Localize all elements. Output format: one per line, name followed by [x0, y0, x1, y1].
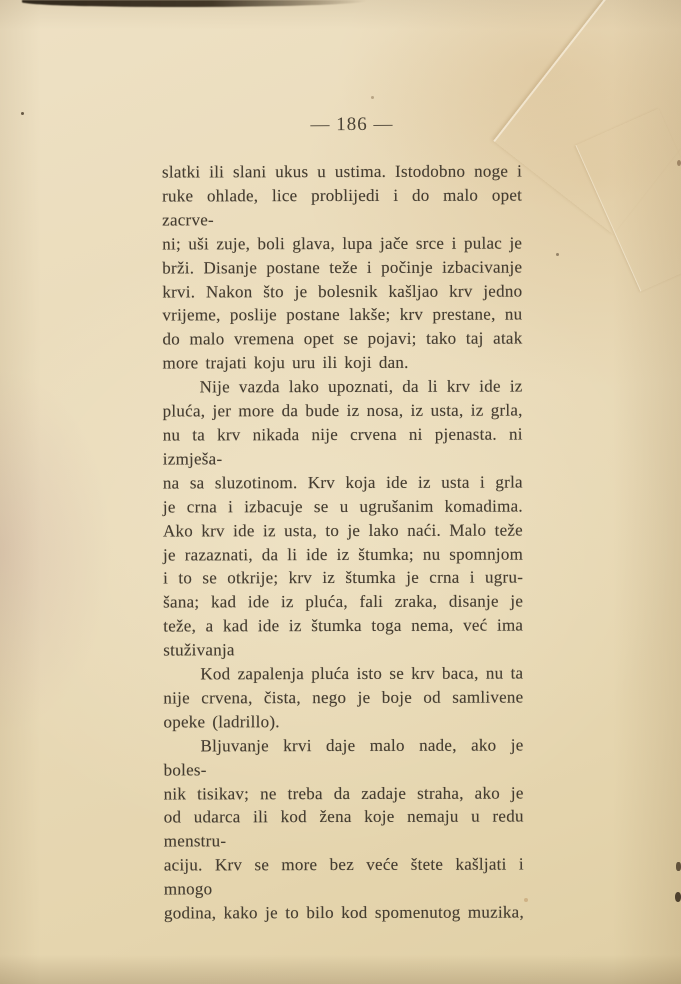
text-line: nu ta krv nikada nije crvena ni pjenasta. ni izmješa- — [162, 424, 523, 469]
text-line: teže, a kad ide iz štumka toga nema, već ima — [163, 615, 524, 636]
text-line: Kod zapalenja pluća isto se krv baca, nu ta — [200, 663, 524, 684]
text-line: na sa sluzotinom. Krv koja ide iz usta i grla — [162, 472, 523, 493]
text-line: brži. Disanje postane teže i počinje izbacivanje — [162, 257, 523, 278]
text-line: opeke (ladrillo). — [163, 712, 280, 732]
text-line: Ako krv ide iz usta, to je lako naći. Malo teže — [162, 520, 523, 541]
text-line: ruke ohlade, lice problijedi i do malo opet zacrve- — [162, 185, 523, 230]
text-line: pluća, jer more da bude iz nosa, iz usta, iz grla, — [162, 400, 523, 421]
text-line: aciju. Krv se more bez veće štete kašljati i mnogo — [163, 854, 524, 899]
ink-speck — [524, 898, 528, 902]
ink-speck — [21, 112, 24, 115]
text-line: šana; kad ide iz pluća, fali zraka, disanje je — [163, 591, 524, 612]
text-line: je crna i izbacuje se u ugrušanim komadima. — [162, 496, 523, 517]
paper-crease-secondary — [575, 108, 681, 291]
text-line: je razaznati, da li ide iz štumka; nu spomnjom — [163, 544, 524, 564]
text-line: do malo vremena opet se pojavi; tako taj atak — [162, 328, 523, 349]
text-line: ni; uši zuje, boli glava, lupa jače srce i pulac je — [162, 233, 523, 254]
ink-speck — [675, 892, 681, 902]
text-line: slatki ili slani ukus u ustima. Istodobno noge i — [162, 161, 523, 182]
ink-speck — [371, 96, 374, 99]
text-line: nik tisikav; ne treba da zadaje straha, ako je — [163, 783, 524, 804]
text-line: od udarca ili kod žena koje nemaju u redu menstru- — [163, 806, 524, 851]
text-line: stuživanja — [163, 640, 235, 660]
page-number: — 186 — — [310, 113, 394, 136]
text-line: godina, kako je to bilo kod spomenutog muzika, — [163, 902, 524, 923]
text-line: i to se otkrije; krv iz štumka je crna i ugru- — [163, 567, 524, 588]
text-line: Bljuvanje krvi daje malo nade, ako je boles- — [163, 735, 524, 780]
ink-speck — [677, 160, 681, 166]
ink-speck — [556, 253, 559, 256]
text-line: krvi. Nakon što je bolesnik kašljao krv jedno — [162, 281, 523, 302]
text-line: vrijeme, poslije postane lakše; krv prestane, nu — [162, 304, 523, 325]
ink-speck — [676, 862, 681, 871]
text-block — [162, 160, 524, 926]
text-line: Nije vazda lako upoznati, da li krv ide iz — [199, 376, 523, 397]
text-line: more trajati koju uru ili koji dan. — [162, 353, 409, 373]
text-line: nije crvena, čista, nego je boje od samlivene — [163, 687, 524, 708]
page-top-edge-shadow — [22, 0, 367, 7]
